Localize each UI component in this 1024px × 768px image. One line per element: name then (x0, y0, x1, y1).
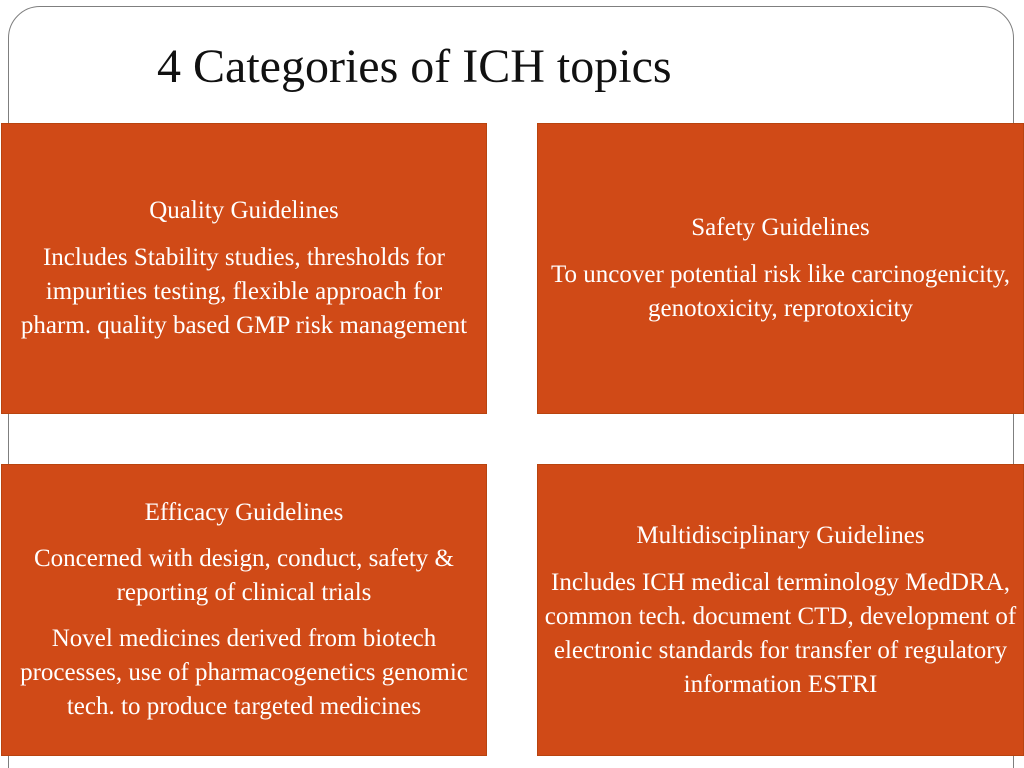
efficacy-guidelines-description-2: Novel medicines derived from biotech processes, use of pharmacogenetics genomic tech. to produce targeted medicines (20, 625, 468, 720)
efficacy-guidelines-box (1, 464, 487, 756)
quality-guidelines-box (1, 123, 487, 414)
multidisciplinary-guidelines-box (537, 464, 1024, 756)
multidisciplinary-guidelines-heading: Multidisciplinary Guidelines (636, 521, 925, 549)
safety-guidelines-heading: Safety Guidelines (691, 214, 870, 241)
quality-guidelines-heading: Quality Guidelines (149, 197, 339, 224)
slide-title: 4 Categories of ICH topics (157, 40, 672, 93)
safety-guidelines-box (537, 123, 1024, 414)
efficacy-guidelines-description-1: Concerned with design, conduct, safety & reporting of clinical trials (33, 545, 455, 606)
efficacy-guidelines-heading: Efficacy Guidelines (144, 499, 344, 526)
multidisciplinary-guidelines-description: Includes ICH medical terminology MedDRA, common tech. document CTD, development of electronic standards for transfer of regulatory information ESTRI (544, 568, 1017, 698)
quality-guidelines-description: Includes Stability studies, thresholds for impurities testing, flexible approach for pharm. quality based GMP risk management (20, 244, 468, 339)
safety-guidelines-description: To uncover potential risk like carcinogenicity, genotoxicity, reprotoxicity (551, 261, 1010, 322)
